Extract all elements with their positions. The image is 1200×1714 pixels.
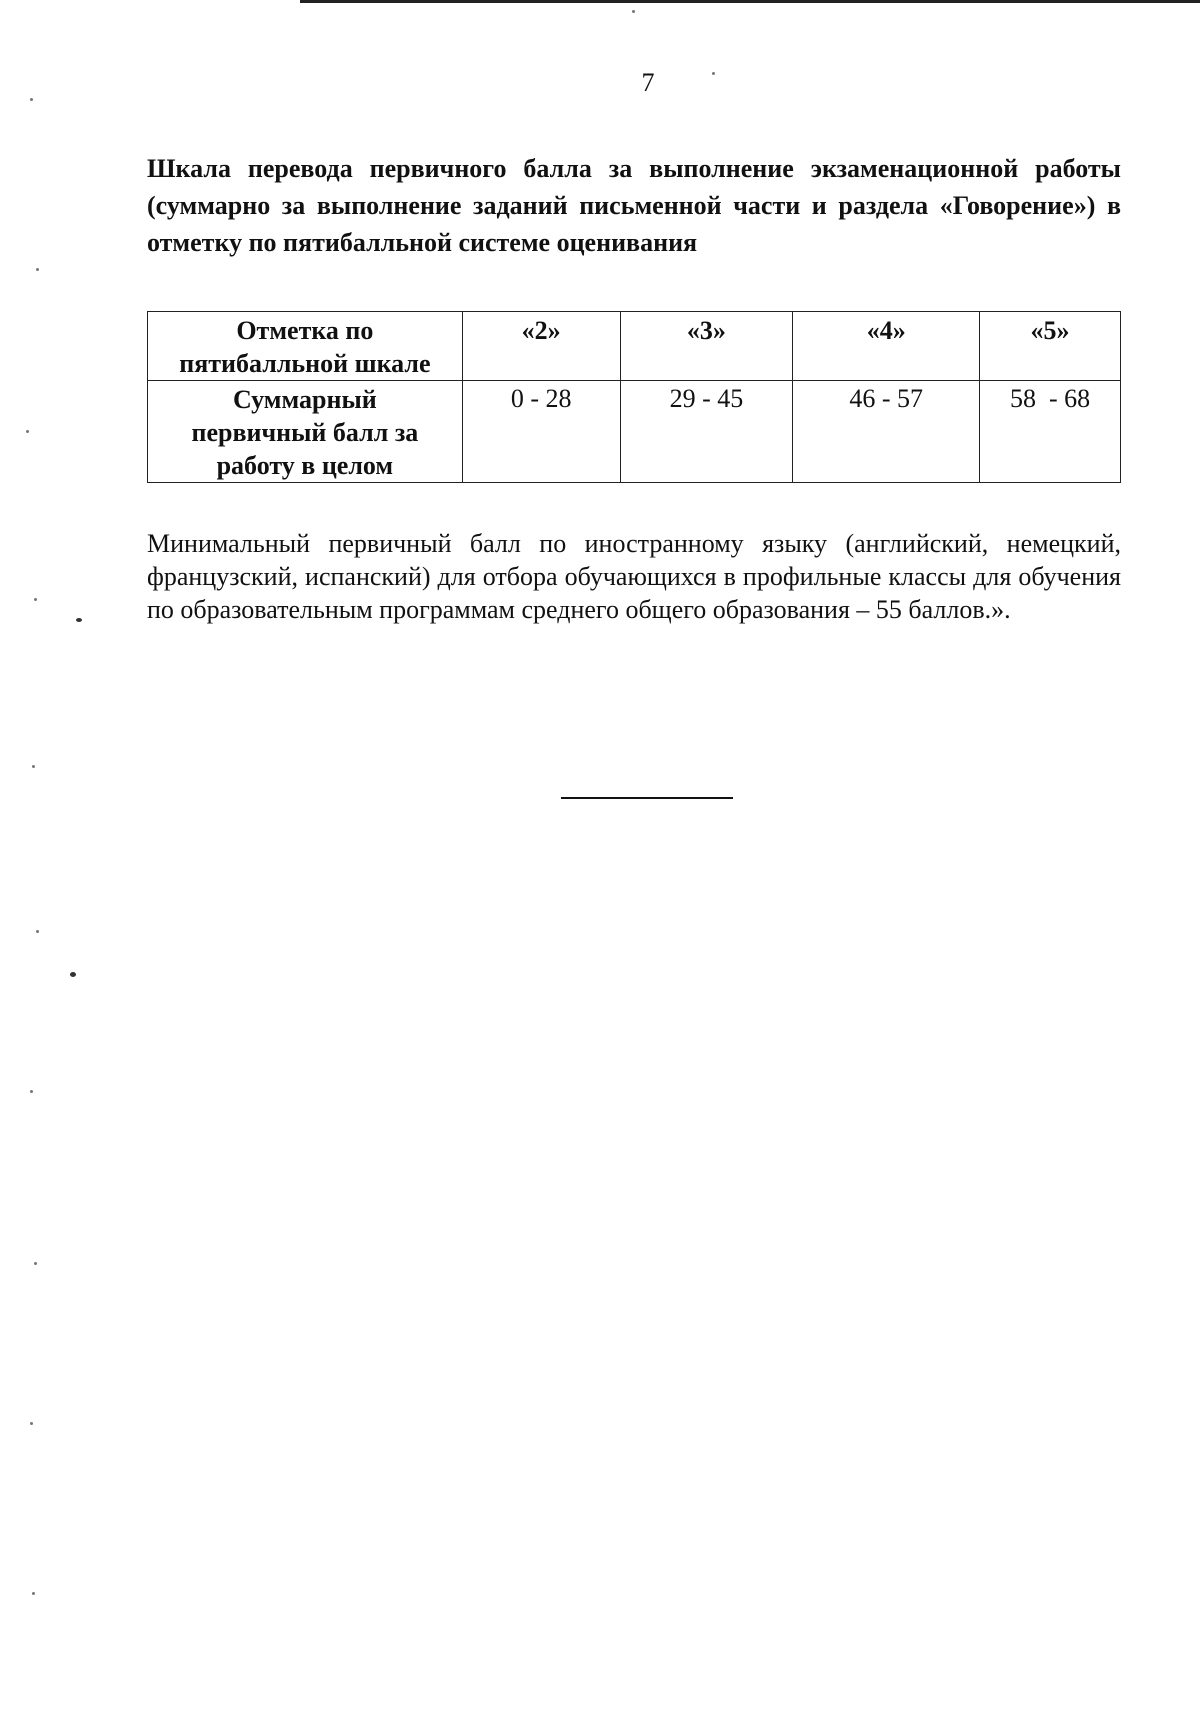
grade-cell-2: «2» xyxy=(462,312,620,381)
score-range-3: 29 - 45 xyxy=(620,381,793,483)
grade-label-line: Отметка по xyxy=(236,316,374,345)
scan-speck xyxy=(70,972,76,977)
grade-cell-5: «5» xyxy=(980,312,1121,381)
scan-speck xyxy=(30,1422,33,1425)
score-range-5: 58 - 68 xyxy=(980,381,1121,483)
scan-speck xyxy=(36,268,39,271)
scan-speck xyxy=(76,618,82,622)
scan-speck xyxy=(34,1262,37,1265)
table-row xyxy=(148,312,1121,381)
score-range-4: 46 - 57 xyxy=(793,381,980,483)
scan-speck xyxy=(32,1592,35,1595)
score-label-line: Суммарный xyxy=(233,385,377,414)
grade-cell-3: «3» xyxy=(620,312,793,381)
end-of-text-rule xyxy=(561,797,733,799)
grade-label-line: пятибалльной шкале xyxy=(179,349,431,378)
grade-label-cell xyxy=(148,312,463,381)
table-row xyxy=(148,381,1121,483)
scan-speck xyxy=(30,98,33,101)
page-number: 7 xyxy=(641,68,655,97)
minimum-score-paragraph: Минимальный первичный балл по иностранному языку (английский, немецкий, французский, испанский) для отбора обучающихся в профильные классы для обучения по образовательным программам среднего общего образования – 55 баллов.». xyxy=(147,529,1121,624)
scan-speck xyxy=(36,930,39,933)
grade-cell-4: «4» xyxy=(793,312,980,381)
score-range-2: 0 - 28 xyxy=(462,381,620,483)
score-label-line: первичный балл за xyxy=(191,418,419,447)
scale-heading: Шкала перевода первичного балла за выполнение экзаменационной работы (суммарно за выполнение заданий письменной части и раздела «Говорение») в отметку по пятибалльной системе оценивания xyxy=(147,154,1121,257)
scan-speck xyxy=(712,72,715,75)
score-label-cell xyxy=(148,381,463,483)
grade-conversion-table xyxy=(147,311,1121,483)
scan-speck xyxy=(34,598,37,601)
scan-speck xyxy=(26,430,29,433)
scan-speck xyxy=(30,1090,33,1093)
scan-speck xyxy=(32,765,35,768)
scan-speck xyxy=(632,10,635,13)
scan-top-edge xyxy=(300,0,1200,3)
score-label-line: работу в целом xyxy=(216,451,394,480)
